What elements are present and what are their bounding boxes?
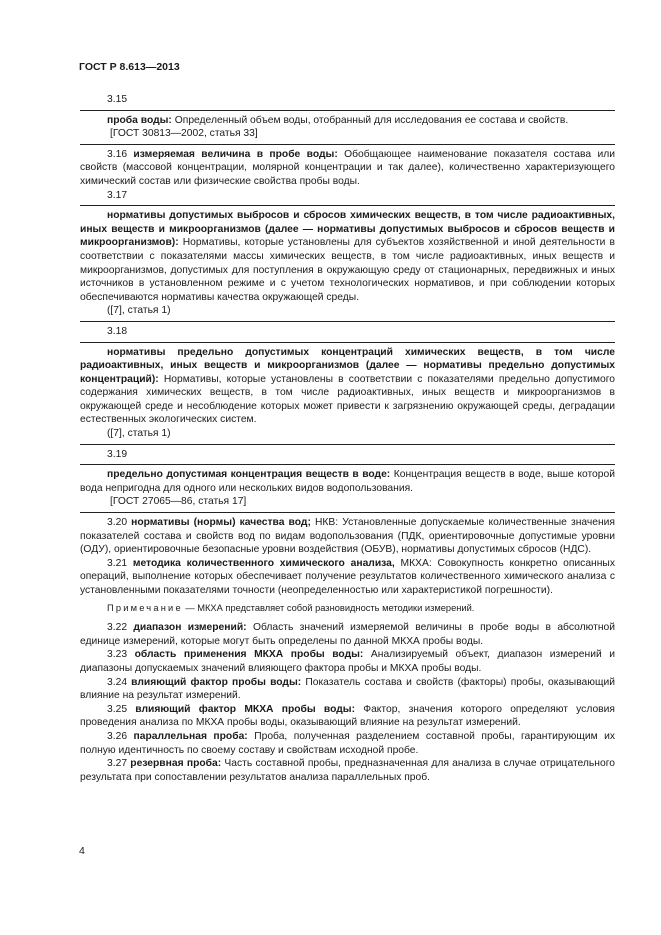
definition-paragraph [80,621,615,648]
section-number: 3.20 [107,517,128,529]
section-number: 3.25 [107,703,128,715]
section-number: 3.26 [107,730,128,742]
definition-paragraph [80,676,615,703]
definition-paragraph [80,148,615,189]
term: нормативы предельно допустимых концентраций химических веществ, в том числе радиоактивных, иных веществ и микроорганизмов (далее — нормативы предельно допустимых концентраций): [80,346,615,385]
section-number: 3.15 [107,94,128,105]
term: область применения МКХА пробы воды: [134,649,364,661]
section-number: 3.18 [107,325,128,337]
section-number: 3.21 [107,557,128,569]
definition-text: Установленные допускаемые количественные значения показателей состава и свойств вод по видам водопользования (ПДК, ориентировочные допустимые уровни (ОДУ), ориентировочные безопасные уровни воздействия (ОБУВ), нормативы допустимых сбросов (НДС). [80,517,615,556]
definition-text: Часть составной пробы, предназначенная для анализа в случае отрицательного результата при сопоставлении результатов анализа параллельных проб. [80,758,615,783]
term: нормативы (нормы) качества вод; [131,517,311,529]
term: предельно допустимая концентрация веществ в воде: [107,469,391,481]
section-number: 3.22 [107,622,128,634]
definition-text: Анализируемый объект, диапазон измерений и диапазоны допускаемых значений влияющего фактора пробы и МКХА пробы воды. [80,649,615,674]
source-reference: [ГОСТ 30813—2002, статья 33] [110,128,258,140]
definition-box [80,464,615,513]
definition-paragraph [80,346,615,428]
definition-paragraph [80,209,615,304]
definition-box [80,342,615,445]
term: методика количественного химического анализа, [132,557,395,569]
definition-paragraph [80,648,615,675]
definition-paragraph [80,114,615,128]
definition-text: Проба, полученная разделением составной пробы, гарантирующим их полную идентичность по своему составу и свойствам исходной пробе. [80,730,615,756]
page-header: ГОСТ Р 8.613—2013 [79,61,180,73]
definition-box [80,110,615,145]
definition-paragraph [80,703,615,730]
abbreviation: МКХА: [400,557,432,569]
term: параллельная проба: [133,730,248,742]
source-reference: ([7], статья 1) [107,305,171,317]
definition-text: Показатель состава и свойств (факторы) пробы, оказывающий влияние на результат измерений. [80,676,615,702]
section-number: 3.24 [107,676,128,688]
section-number: 3.23 [107,649,128,661]
definition-paragraph [80,468,615,495]
abbreviation: НКВ: [314,517,339,529]
term: диапазон измерений: [133,622,247,634]
definition-text: Обобщающее наименование показателя состава или свойств (массовой концентрации, молярной концентрации и так далее), количественно характеризующего химический состав или физические свойства пробы воды. [80,148,615,187]
source-reference: ([7], статья 1) [107,428,171,440]
source-reference: [ГОСТ 27065—86, статья 17] [110,496,247,508]
note [80,602,615,616]
section-number: 3.17 [107,189,128,201]
term: влияющий фактор МКХА пробы воды: [135,703,356,715]
definition-text: Определенный объем воды, отобранный для исследования ее состава и свойств. [174,114,569,126]
term: нормативы допустимых выбросов и сбросов химических веществ, в том числе радиоактивных, иных веществ и микроорганизмов (далее — нормативы допустимых выбросов и сбросов веществ и микроорганизмов): [80,210,615,249]
page-content [80,93,615,784]
page-number: 4 [79,845,85,857]
definition-paragraph [80,757,615,784]
term: проба воды: [107,114,172,126]
definition-text: Фактор, значения которого определяют условия проведения анализа по МКХА пробы воды, оказывающий влияние на результат измерений. [80,703,615,729]
term: резервная проба: [130,758,222,770]
definition-text: Нормативы, которые установлены в соответствии с показателями предельно допустимого содержания химических веществ, в том числе радиоактивных, иных веществ и микроорганизмов в окружающей среде и несоблюдение которых может привести к загрязнению окружающей среды, деградации естественных экологических систем. [80,373,615,426]
section-number: 3.19 [107,448,128,460]
definition-paragraph [80,516,615,557]
definition-text: Концентрация веществ в воде, выше которой вода непригодна для одного или нескольких видов водопользования. [80,469,615,494]
definition-text: Нормативы, которые установлены для субъектов хозяйственной и иной деятельности в соответствии с показателями массы химических веществ, в том числе радиоактивных, иных веществ и микроорганизмов, допустимых для поступления в окружающую среду от стационарных, передвижных и иных источников в установленном режиме и с учетом технологических нормативов, и при соблюдении которых обеспечиваются нормативы качества окружающей среды. [80,237,615,303]
definition-paragraph [80,557,615,598]
section-number: 3.27 [107,758,128,770]
note-text: — МКХА представляет собой разновидность методики измерений. [182,602,475,613]
note-label: Примечание [107,602,183,613]
term: измеряемая величина в пробе воды: [133,148,338,160]
term: влияющий фактор пробы воды: [131,676,302,688]
definition-text: Совокупность конкретно описанных операций, выполнение которых обеспечивает получение результатов количественного химического анализа с установленными показателями точности (неопределенностью или характеристикой погрешности). [80,557,615,596]
definition-box [80,205,615,322]
definition-text: Область значений измеряемой величины в пробе воды в абсолютной единице измерений, которые могут быть определены по данной МКХА пробы воды. [80,622,615,647]
section-number: 3.16 [107,148,128,160]
definition-paragraph [80,730,615,757]
